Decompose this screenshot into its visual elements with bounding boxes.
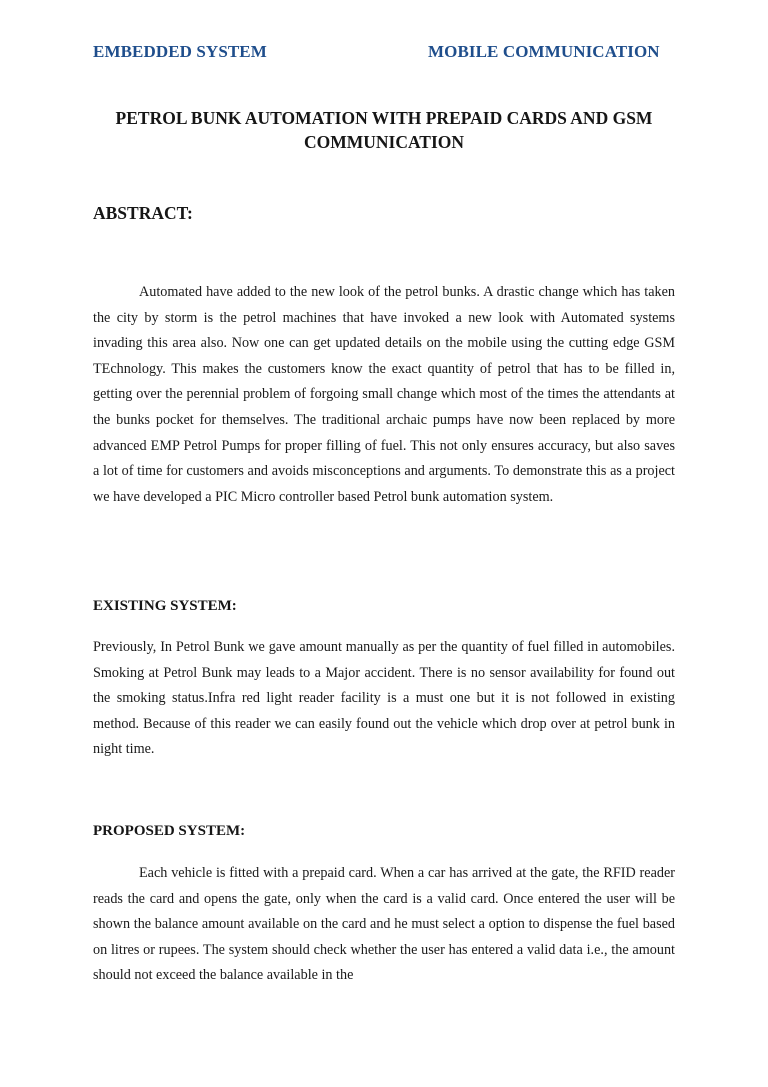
title-line-2: COMMUNICATION [303,132,465,152]
existing-system-paragraph: Previously, In Petrol Bunk we gave amount manually as per the quantity of fuel filled in automobiles. Smoking at Petrol Bunk may leads to a Major accident. There is no sensor availability for found out the smoking status.Infra red light reader facility is a must one but it is not followed in existing method. Because of this reader we can easily found out the vehicle which drop over at petrol bunk in night time. [93,639,675,758]
document-title [80,106,688,154]
header-left-label: EMBEDDED SYSTEM [93,42,267,61]
existing-system-heading: EXISTING SYSTEM: [93,598,237,614]
proposed-system-heading: PROPOSED SYSTEM: [93,823,246,839]
abstract-paragraph: Automated have added to the new look of the petrol bunks. A drastic change which has taken the city by storm is the petrol machines that have invoked a new look with Automated systems invading this area also. Now one can get updated details on the mobile using the cutting edge GSM TEchnology. This makes the customers know the exact quantity of petrol that has to be filled in, getting over the perennial problem of forgoing small change which most of the times the attendants at the bunks pocket for themselves. The traditional archaic pumps have now been replaced by more advanced EMP Petrol Pumps for proper filling of fuel. This not only ensures accuracy, but also saves a lot of time for customers and avoids misconceptions and arguments. To demonstrate this as a project we have developed a PIC Micro controller based Petrol bunk automation system. [93,284,675,505]
title-line-1: PETROL BUNK AUTOMATION WITH PREPAID CARDS AND GSM [115,108,653,128]
proposed-system-paragraph: Each vehicle is fitted with a prepaid card. When a car has arrived at the gate, the RFID reader reads the card and opens the gate, only when the card is a valid card. Once entered the user will be shown the balance amount available on the card and he must select a option to dispense the fuel based on litres or rupees. The system should check whether the user has entered a valid data i.e., the amount should not exceed the balance available in the [93,865,675,984]
abstract-heading: ABSTRACT: [93,203,193,223]
header-right-label: MOBILE COMMUNICATION [428,42,660,61]
